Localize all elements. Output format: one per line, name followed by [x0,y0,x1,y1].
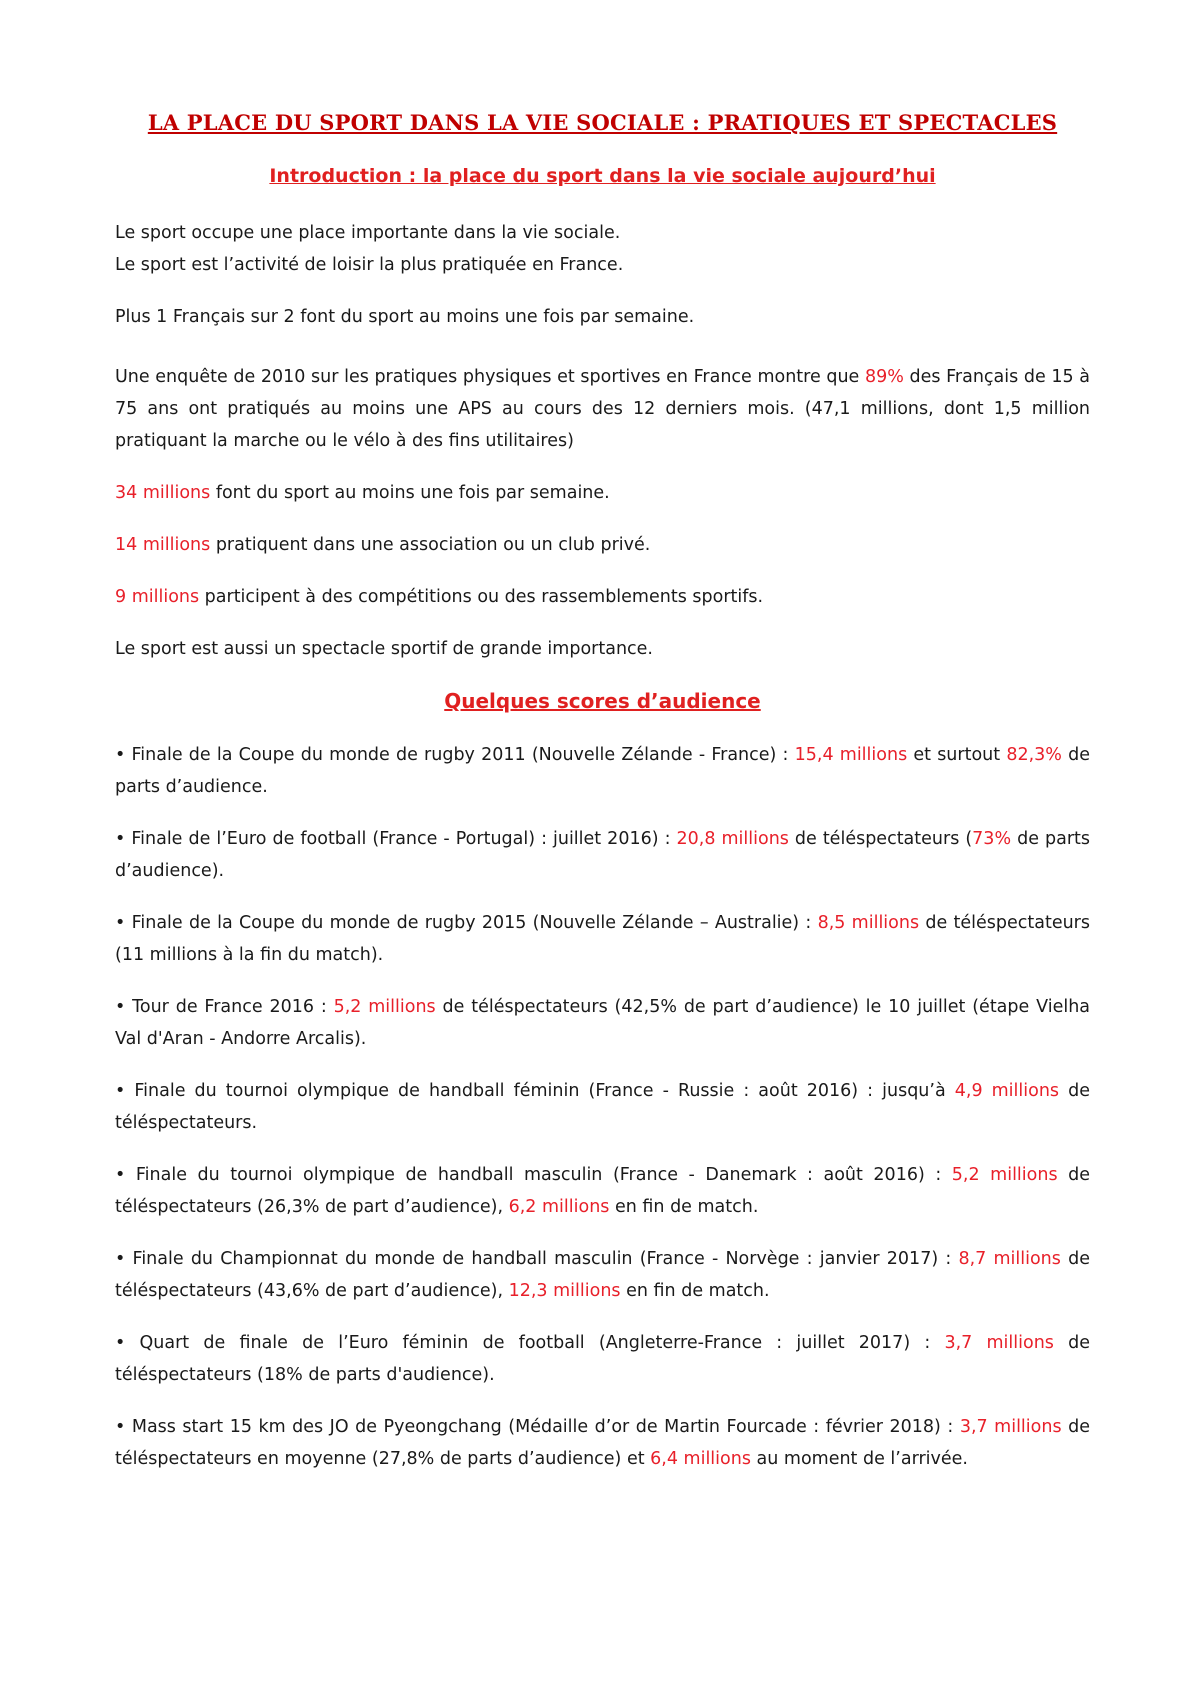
score-highlight: 5,2 millions [333,997,436,1017]
score-highlight: 4,9 millions [954,1081,1060,1101]
score-text: • Finale du tournoi olympique de handball masculin (France - Danemark : août 2016) : [115,1165,952,1185]
score-highlight: 82,3% [1006,745,1062,765]
score-text: de téléspectateurs (43,6% de part d’audience), [115,1249,1090,1301]
score-text: de téléspectateurs (11 millions à la fin du match). [115,913,1090,965]
stat-text: participent à des compétitions ou des rassemblements sportifs. [199,587,764,607]
score-text: • Finale de l’Euro de football (France - Portugal) : juillet 2016) : [115,829,677,849]
score-highlight: 3,7 millions [959,1417,1062,1437]
score-highlight: 6,2 millions [508,1197,610,1217]
score-text: de téléspectateurs (26,3% de part d’audience), [115,1165,1090,1217]
score-item [115,1327,1090,1391]
score-item [115,823,1090,887]
intro-heading: Introduction : la place du sport dans la vie sociale aujourd’hui [269,165,936,187]
score-text: et surtout [907,745,1007,765]
stat-text: pratiquent dans une association ou un club privé. [210,535,651,555]
score-highlight: 6,4 millions [650,1449,751,1469]
score-item [115,739,1090,803]
survey-paragraph [115,361,1090,457]
score-text: de parts d’audience. [115,745,1090,797]
score-item [115,1075,1090,1139]
document-title: LA PLACE DU SPORT DANS LA VIE SOCIALE : PRATIQUES ET SPECTACLES [147,110,1058,135]
score-text: de téléspectateurs en moyenne (27,8% de parts d’audience) et [115,1417,1090,1469]
spectacle-line: Le sport est aussi un spectacle sportif de grande importance. [115,639,653,659]
score-item [115,991,1090,1055]
score-text: au moment de l’arrivée. [750,1449,968,1469]
score-text: • Finale de la Coupe du monde de rugby 2015 (Nouvelle Zélande – Australie) : [115,913,818,933]
score-text: • Tour de France 2016 : [115,997,334,1017]
score-item [115,907,1090,971]
score-text: de téléspectateurs (18% de parts d'audience). [115,1333,1090,1385]
score-text: de parts d’audience). [115,829,1091,881]
score-text: • Finale du tournoi olympique de handball féminin (France - Russie : août 2016) : jusqu’à [115,1081,955,1101]
score-highlight: 8,7 millions [958,1249,1061,1269]
score-highlight: 15,4 millions [794,745,908,765]
score-highlight: 8,5 millions [817,913,920,933]
score-text: de téléspectateurs. [115,1081,1090,1133]
score-text: de téléspectateurs (42,5% de part d’audience) le 10 juillet (étape Vielha Val d'Aran - Andorre Arcalis). [115,997,1091,1049]
score-text: en fin de match. [609,1197,759,1217]
score-text: • Finale de la Coupe du monde de rugby 2011 (Nouvelle Zélande - France) : [115,745,795,765]
score-text: • Finale du Championnat du monde de handball masculin (France - Norvège : janvier 2017) : [115,1249,959,1269]
score-text: en fin de match. [620,1281,770,1301]
score-highlight: 20,8 millions [676,829,789,849]
scores-heading: Quelques scores d’audience [444,689,761,713]
stat-line [115,529,1090,561]
stat-text: font du sport au moins une fois par semaine. [210,483,610,503]
stat-value: 9 millions [115,587,200,607]
scores-list [115,739,1090,1475]
score-highlight: 3,7 millions [944,1333,1054,1353]
score-highlight: 12,3 millions [508,1281,621,1301]
plus-line: Plus 1 Français sur 2 font du sport au moins une fois par semaine. [115,307,695,327]
survey-text-before: Une enquête de 2010 sur les pratiques physiques et sportives en France montre que [115,367,865,387]
score-item [115,1159,1090,1223]
score-highlight: 73% [972,829,1012,849]
intro-line: Le sport occupe une place importante dans la vie sociale. [115,223,621,243]
stat-line [115,477,1090,509]
intro-line: Le sport est l’activité de loisir la plus pratiquée en France. [115,255,624,275]
score-highlight: 5,2 millions [951,1165,1058,1185]
score-text: • Mass start 15 km des JO de Pyeongchang (Médaille d’or de Martin Fourcade : février 2018) : [115,1417,960,1437]
score-text: • Quart de finale de l’Euro féminin de football (Angleterre-France : juillet 2017) : [115,1333,945,1353]
document-page [115,110,1090,1475]
stat-line [115,581,1090,613]
stat-value: 14 millions [115,535,211,555]
score-item [115,1243,1090,1307]
survey-percent: 89% [864,367,904,387]
stat-value: 34 millions [115,483,211,503]
survey-text-after: des Français de 15 à 75 ans ont pratiqués au moins une APS au cours des 12 derniers mois. (47,1 millions, dont 1,5 million pratiquant la marche ou le vélo à des fins utilitaires) [115,367,1090,451]
score-item [115,1411,1090,1475]
score-text: de téléspectateurs ( [788,829,973,849]
